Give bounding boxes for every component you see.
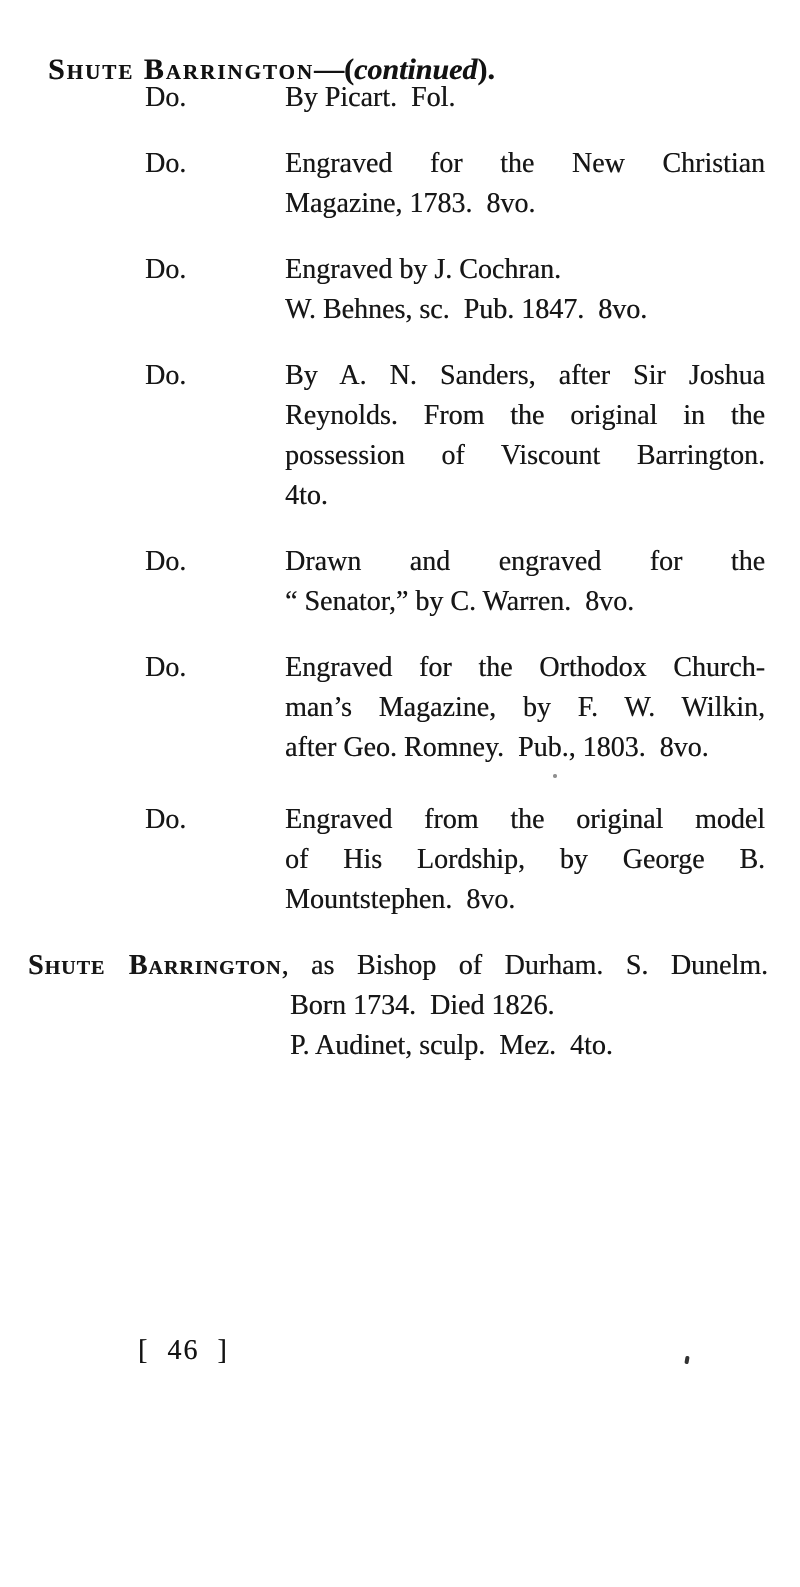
entry-line: By A. N. Sanders, after Sir Joshua [285,360,765,391]
entry-description [285,800,765,920]
ditto-label: Do. [145,360,187,391]
final-entry-rest: , as Bishop of Durham. S. Dunelm. [281,950,768,981]
entry-description [285,78,765,118]
final-entry-line: P. Audinet, sculp. Mez. 4to. [290,1030,613,1061]
entry-line: Engraved for the Orthodox Church- [285,652,765,683]
header-close: ). [477,53,495,86]
entry-row [0,144,800,224]
final-entry-line: Born 1734. Died 1826. [290,990,555,1021]
final-entry-heading [28,946,768,986]
ditto-label: Do. [145,804,187,835]
ditto-label: Do. [145,546,187,577]
ditto-label: Do. [145,82,187,113]
entry-line: man’s Magazine, by F. W. Wilkin, [285,692,765,723]
catalog-entries [0,78,800,1066]
header-continued: continued [354,53,478,86]
entry-description [285,356,765,516]
page-number: [ 46 ] [138,1335,229,1366]
entry-line: Engraved by J. Cochran. [285,254,562,285]
entry-line: By Picart. Fol. [285,82,456,113]
entry-line: Drawn and engraved for the [285,546,765,577]
entry-row [0,800,800,920]
entry-description [285,250,765,330]
entry-row [0,542,800,622]
ditto-label: Do. [145,148,187,179]
entry-line: Engraved for the New Christian [285,148,765,179]
ditto-label: Do. [145,254,187,285]
final-entry [0,946,768,1066]
entry-row [0,356,800,516]
final-entry-name: Shute Barrington [28,950,282,981]
entry-row [0,250,800,330]
entry-row [0,78,800,118]
entry-line: after Geo. Romney. Pub., 1803. 8vo. [285,732,709,763]
entry-line: Magazine, 1783. 8vo. [285,188,536,219]
entry-line: Reynolds. From the original in the [285,400,765,431]
entry-line: “ Senator,” by C. Warren. 8vo. [285,586,635,617]
scan-speck [553,774,557,778]
ditto-label: Do. [145,652,187,683]
entry-line: Mountstephen. 8vo. [285,884,516,915]
entry-line: Engraved from the original model [285,804,765,835]
entry-line: 4to. [285,480,328,511]
scan-speck [684,1356,689,1365]
header-dash: —( [314,53,355,86]
entry-line: possession of Viscount Barrington. [285,440,765,471]
entry-description [285,144,765,224]
header-name: Shute Barrington [48,53,315,86]
entry-description [285,542,765,622]
entry-line: W. Behnes, sc. Pub. 1847. 8vo. [285,294,648,325]
entry-row [0,648,800,768]
entry-description [285,648,765,768]
entry-line: of His Lordship, by George B. [285,844,765,875]
